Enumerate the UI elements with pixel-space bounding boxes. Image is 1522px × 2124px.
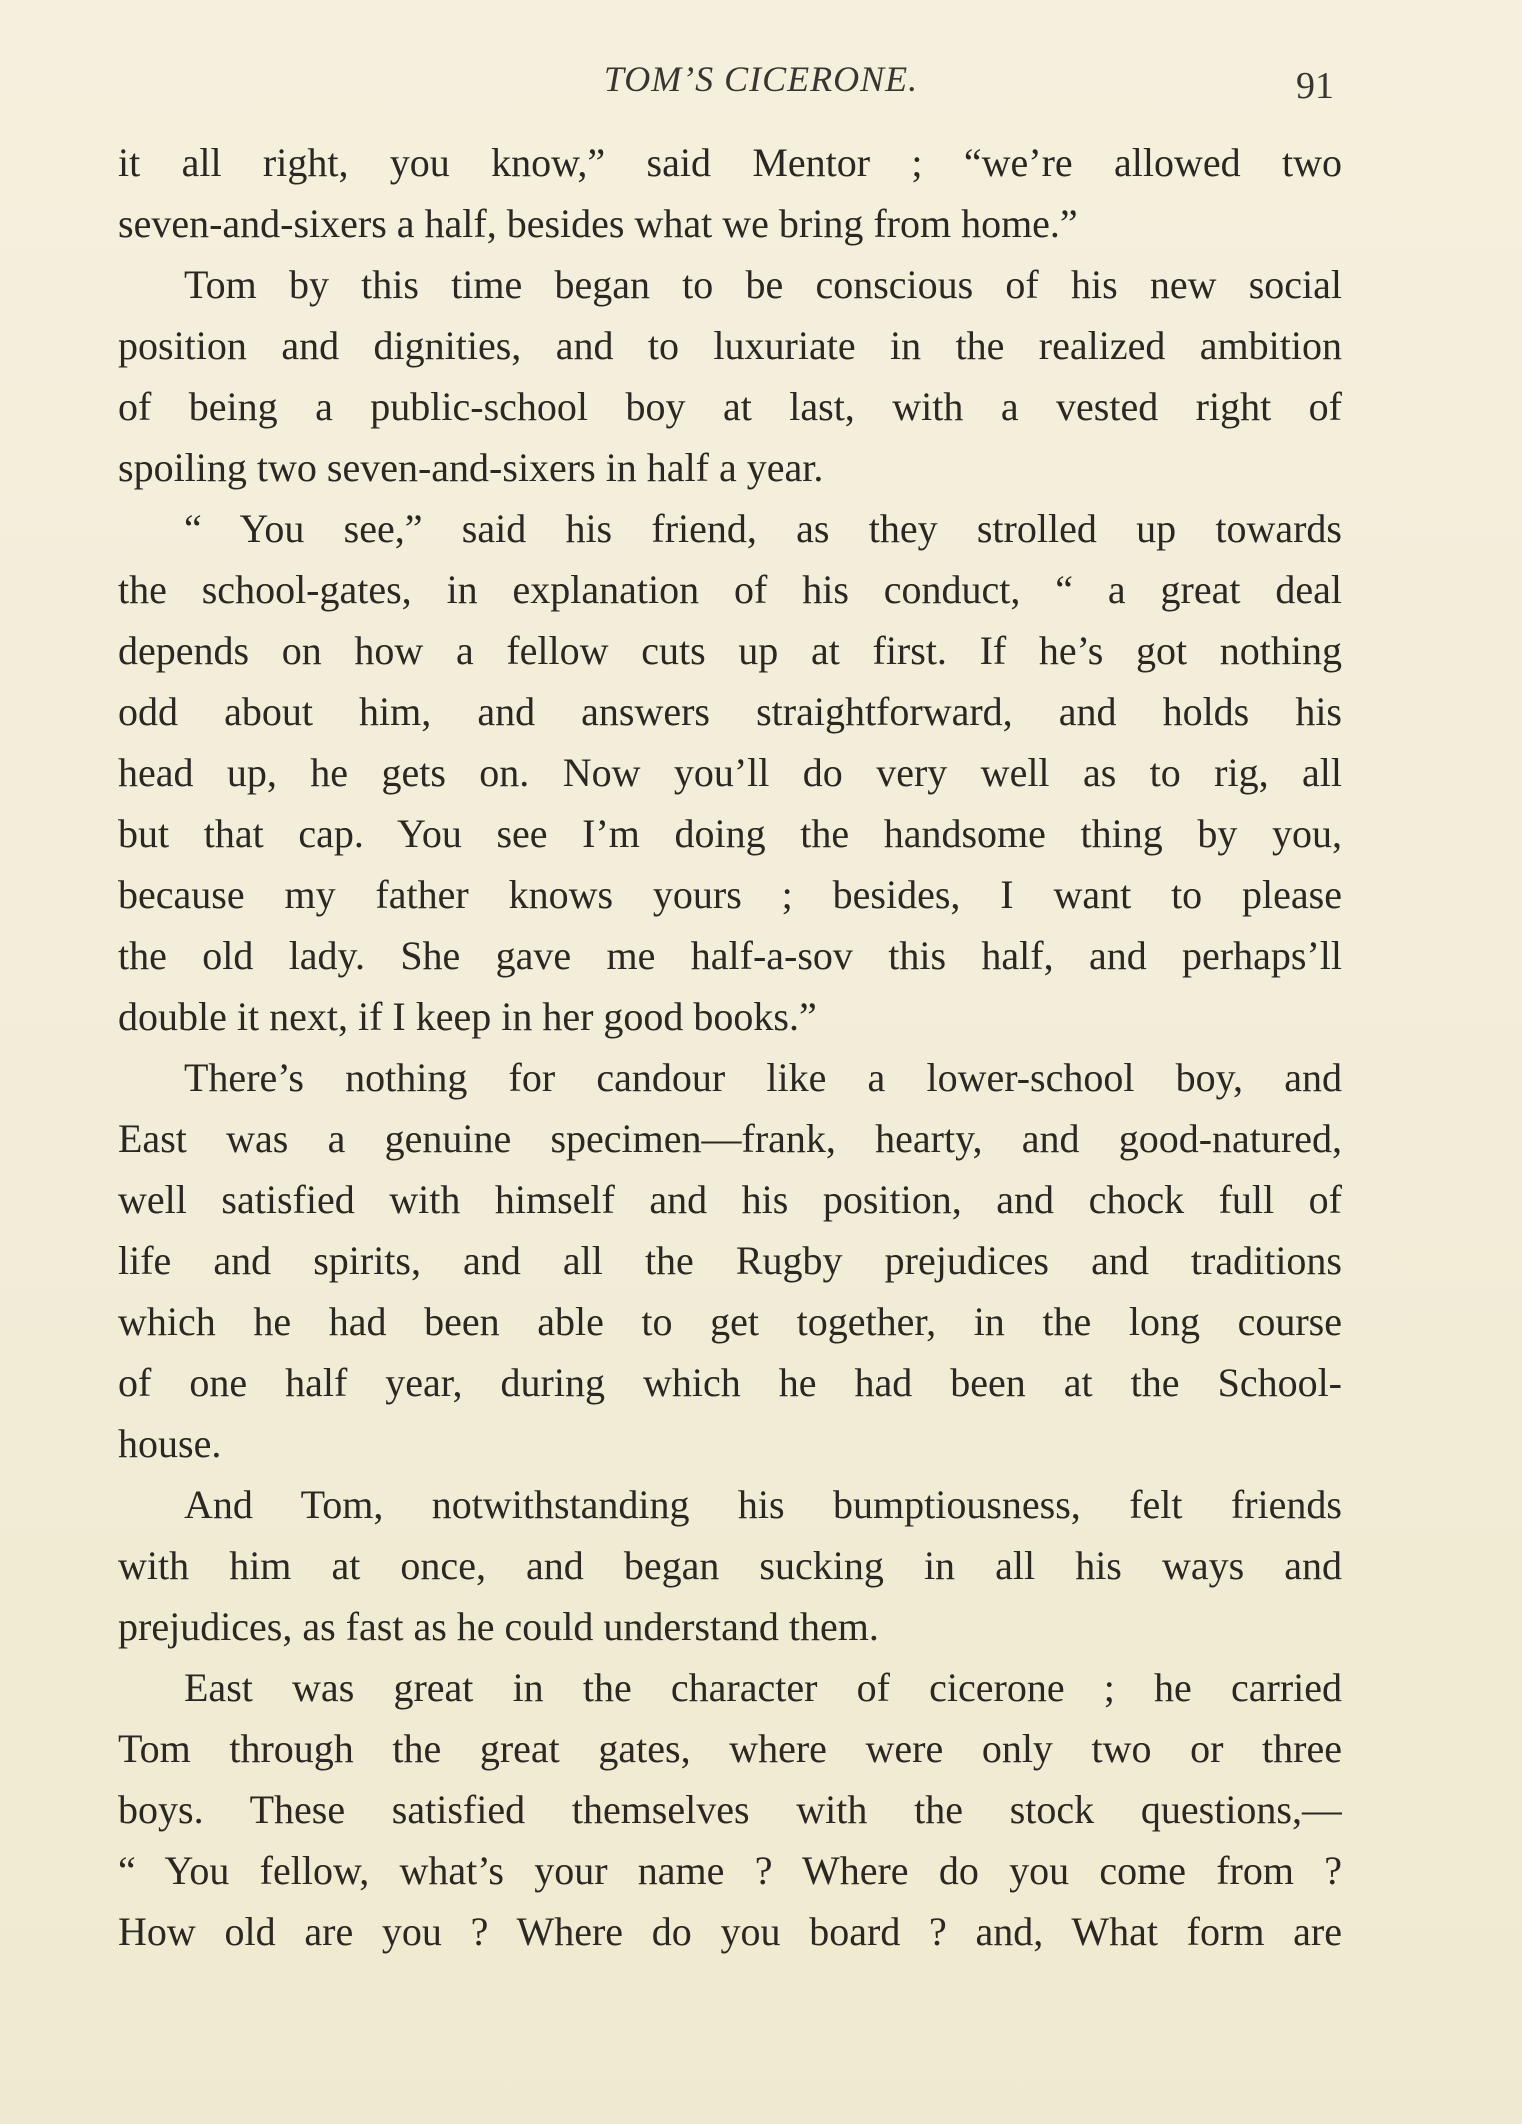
page-number: 91 xyxy=(1296,65,1334,107)
text-line: the old lady. She gave me half-a-sov this half, and perhaps’ll xyxy=(118,933,1342,978)
text-line: of being a public-school boy at last, with a vested right of xyxy=(118,384,1342,429)
text-line: but that cap. You see I’m doing the handsome thing by you, xyxy=(118,811,1342,856)
text-line: seven-and-sixers a half, besides what we bring from home.” xyxy=(118,201,1078,246)
text-line: head up, he gets on. Now you’ll do very well as to rig, all xyxy=(118,750,1342,795)
text-line: East was a genuine specimen—frank, hearty, and good-natured, xyxy=(118,1116,1342,1161)
text-line: double it next, if I keep in her good books.” xyxy=(118,994,817,1039)
text-line: And Tom, notwithstanding his bumptiousness, felt friends xyxy=(184,1482,1342,1527)
text-line: odd about him, and answers straightforward, and holds his xyxy=(118,689,1342,734)
text-line: of one half year, during which he had been at the School- xyxy=(118,1360,1342,1405)
text-line: Tom through the great gates, where were only two or three xyxy=(118,1726,1342,1771)
text-line: house. xyxy=(118,1421,222,1466)
text-line: which he had been able to get together, in the long course xyxy=(118,1299,1342,1344)
text-line: There’s nothing for candour like a lower-school boy, and xyxy=(184,1055,1342,1100)
text-line: spoiling two seven-and-sixers in half a year. xyxy=(118,445,824,490)
body-text xyxy=(118,132,1342,1962)
text-line: with him at once, and began sucking in all his ways and xyxy=(118,1543,1342,1588)
text-line: well satisfied with himself and his position, and chock full of xyxy=(118,1177,1342,1222)
text-line: prejudices, as fast as he could understand them. xyxy=(118,1604,879,1649)
text-line: How old are you ? Where do you board ? and, What form are xyxy=(118,1909,1342,1954)
text-line: boys. These satisfied themselves with the stock questions,— xyxy=(118,1787,1342,1832)
text-line: East was great in the character of cicerone ; he carried xyxy=(184,1665,1342,1710)
text-line: it all right, you know,” said Mentor ; “we’re allowed two xyxy=(118,140,1342,185)
text-line: depends on how a fellow cuts up at first. If he’s got nothing xyxy=(118,628,1342,673)
text-line: life and spirits, and all the Rugby prejudices and traditions xyxy=(118,1238,1342,1283)
text-line: position and dignities, and to luxuriate in the realized ambition xyxy=(118,323,1342,368)
running-title: TOM’S CICERONE. xyxy=(603,59,919,99)
text-line: the school-gates, in explanation of his conduct, “ a great deal xyxy=(118,567,1342,612)
text-line: because my father knows yours ; besides, I want to please xyxy=(118,872,1342,917)
text-line: Tom by this time began to be conscious of his new social xyxy=(184,262,1342,307)
text-line: “ You see,” said his friend, as they strolled up towards xyxy=(184,506,1342,551)
text-line: “ You fellow, what’s your name ? Where do you come from ? xyxy=(118,1848,1342,1893)
